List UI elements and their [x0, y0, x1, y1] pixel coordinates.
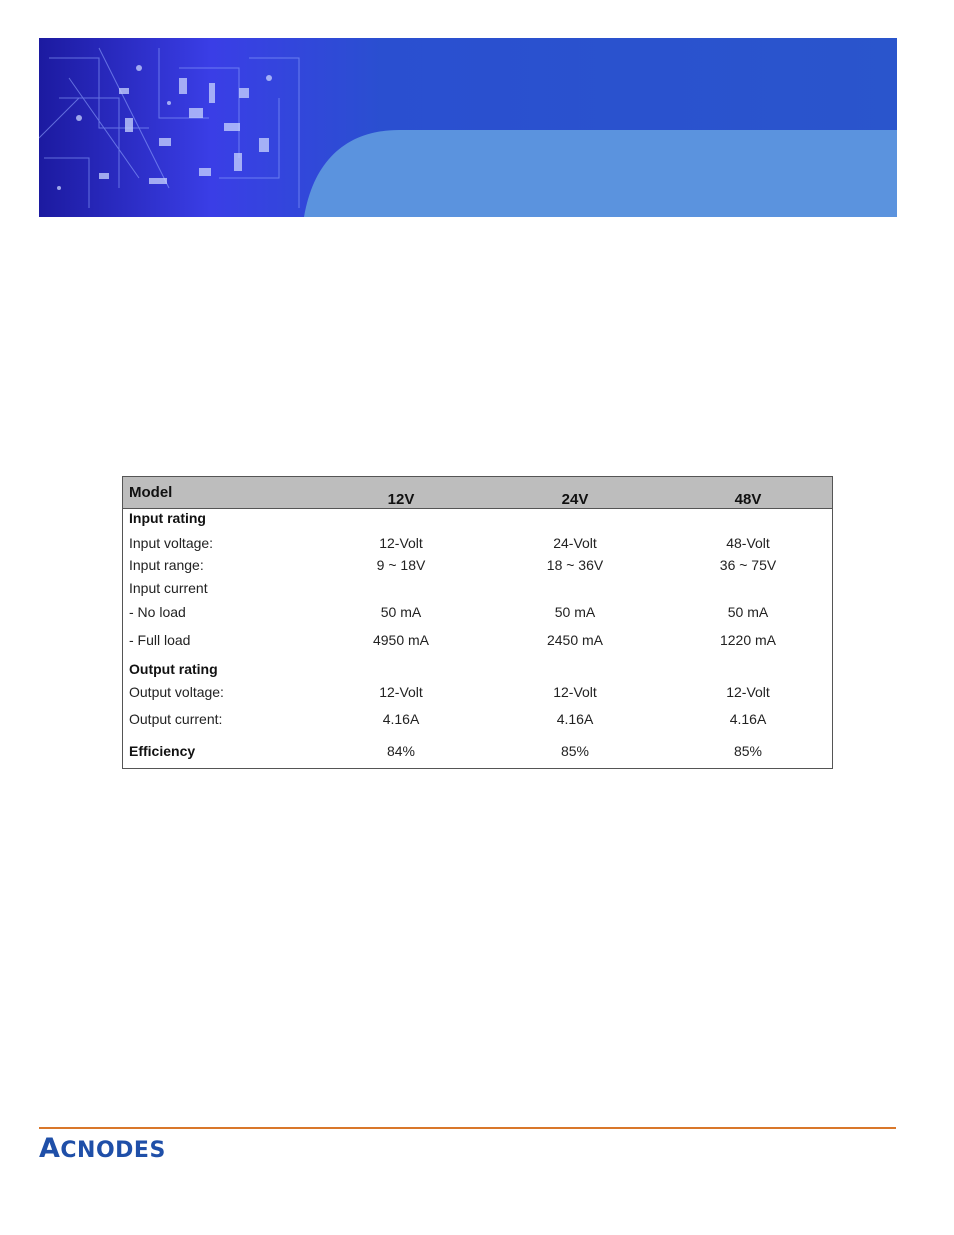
cell-text: 50 mA	[380, 604, 422, 620]
power-spec-table	[122, 476, 833, 769]
header-banner	[39, 38, 897, 217]
cell-text: 1220 mA	[719, 632, 777, 648]
row-label: Efficiency	[129, 743, 196, 759]
cell-text: 84%	[386, 743, 416, 759]
cell-text: 85%	[733, 743, 763, 759]
cell-text: 85%	[560, 743, 590, 759]
cell-text: 36 ~ 75V	[719, 557, 777, 573]
table-header-row: Model 12V 24V 48V	[123, 477, 832, 509]
row-label: - No load	[129, 604, 186, 620]
cell-text: 4.16A	[382, 711, 420, 727]
row-label: Input current	[129, 580, 208, 596]
cell-text: 2450 mA	[546, 632, 604, 648]
cell-text: 50 mA	[554, 604, 596, 620]
cell-text: 50 mA	[727, 604, 769, 620]
row-label: - Full load	[129, 632, 191, 648]
circuit-board-banner-graphic	[39, 38, 897, 217]
cell-text: 12-Volt	[726, 684, 770, 700]
cell-text: 12-Volt	[379, 684, 423, 700]
cell-text: 4.16A	[556, 711, 594, 727]
row-label: Input rating	[129, 510, 206, 526]
cell-text: 48-Volt	[726, 535, 770, 551]
row-label: Output current:	[129, 711, 223, 727]
cell-text: 4.16A	[729, 711, 767, 727]
cell-text: 18 ~ 36V	[546, 557, 604, 573]
header-model: Model	[129, 484, 173, 501]
row-label: Output rating	[129, 661, 218, 677]
row-label: Input voltage:	[129, 535, 214, 551]
cell-text: 24-Volt	[553, 535, 597, 551]
row-label: Input range:	[129, 557, 204, 573]
cell-text: 12-Volt	[379, 535, 423, 551]
row-label: Output voltage:	[129, 684, 224, 700]
footer-divider	[39, 1127, 896, 1129]
acnodes-logo: ACNODES	[39, 1133, 166, 1164]
cell-text: 12-Volt	[553, 684, 597, 700]
cell-text: 9 ~ 18V	[376, 557, 426, 573]
cell-text: 4950 mA	[372, 632, 430, 648]
